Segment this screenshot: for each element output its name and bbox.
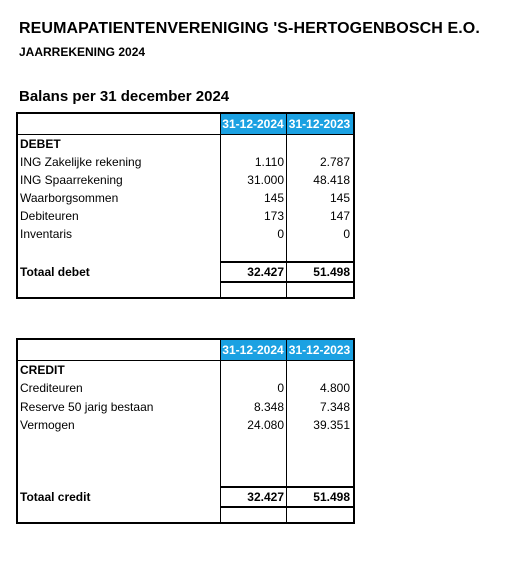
total-row <box>18 263 353 281</box>
total-2024: 32.427 <box>247 490 284 504</box>
value-2024: 173 <box>263 209 284 223</box>
table-row <box>18 171 353 189</box>
column-header-2024: 31-12-2024 <box>220 114 286 134</box>
row-label: ING Spaarrekening <box>20 173 123 187</box>
value-2023: 39.351 <box>313 418 350 432</box>
value-2023: 145 <box>329 191 350 205</box>
row-label: Vermogen <box>20 418 75 432</box>
value-2024: 145 <box>263 191 284 205</box>
total-2023: 51.498 <box>313 490 350 504</box>
value-2024: 24.080 <box>247 418 284 432</box>
table-row <box>18 189 353 207</box>
table-row <box>18 153 353 171</box>
total-2024: 32.427 <box>247 265 284 279</box>
value-2023: 4.800 <box>319 381 350 395</box>
section-label-row <box>18 361 353 379</box>
report-title: JAARREKENING 2024 <box>19 45 146 59</box>
value-2024: 31.000 <box>247 173 284 187</box>
total-row <box>18 488 353 506</box>
value-2023: 48.418 <box>313 173 350 187</box>
total-label: Totaal debet <box>20 265 90 279</box>
column-header-2024: 31-12-2024 <box>220 340 286 360</box>
value-2024: 0 <box>277 227 284 241</box>
value-2023: 0 <box>343 227 350 241</box>
column-header-2023: 31-12-2023 <box>286 114 353 134</box>
balance-heading: Balans per 31 december 2024 <box>19 88 230 105</box>
value-2024: 0 <box>277 381 284 395</box>
total-2023: 51.498 <box>313 265 350 279</box>
row-label: Reserve 50 jarig bestaan <box>20 400 154 414</box>
row-label: Inventaris <box>20 227 73 241</box>
total-label: Totaal credit <box>20 490 91 504</box>
credit-table <box>16 338 355 524</box>
table-row <box>18 379 353 397</box>
value-2023: 2.787 <box>319 155 350 169</box>
row-label: Waarborgsommen <box>20 191 119 205</box>
column-header-2023: 31-12-2023 <box>286 340 353 360</box>
total-bottom-rule <box>220 506 353 508</box>
value-2024: 8.348 <box>253 400 284 414</box>
table-row <box>18 207 353 225</box>
section-label-credit: CREDIT <box>20 363 65 377</box>
value-2023: 7.348 <box>319 400 350 414</box>
value-2023: 147 <box>329 209 350 223</box>
table-row <box>18 416 353 434</box>
section-label-row <box>18 135 353 153</box>
row-label: Debiteuren <box>20 209 79 223</box>
value-2024: 1.110 <box>254 155 284 169</box>
total-bottom-rule <box>220 281 353 283</box>
row-label: ING Zakelijke rekening <box>20 155 142 169</box>
section-label-debet: DEBET <box>20 137 61 151</box>
organization-name: REUMAPATIENTENVERENIGING 'S-HERTOGENBOSCH E.O. <box>19 20 480 37</box>
table-row <box>18 225 353 243</box>
table-row <box>18 398 353 416</box>
debet-table <box>16 112 355 299</box>
row-label: Crediteuren <box>20 381 83 395</box>
